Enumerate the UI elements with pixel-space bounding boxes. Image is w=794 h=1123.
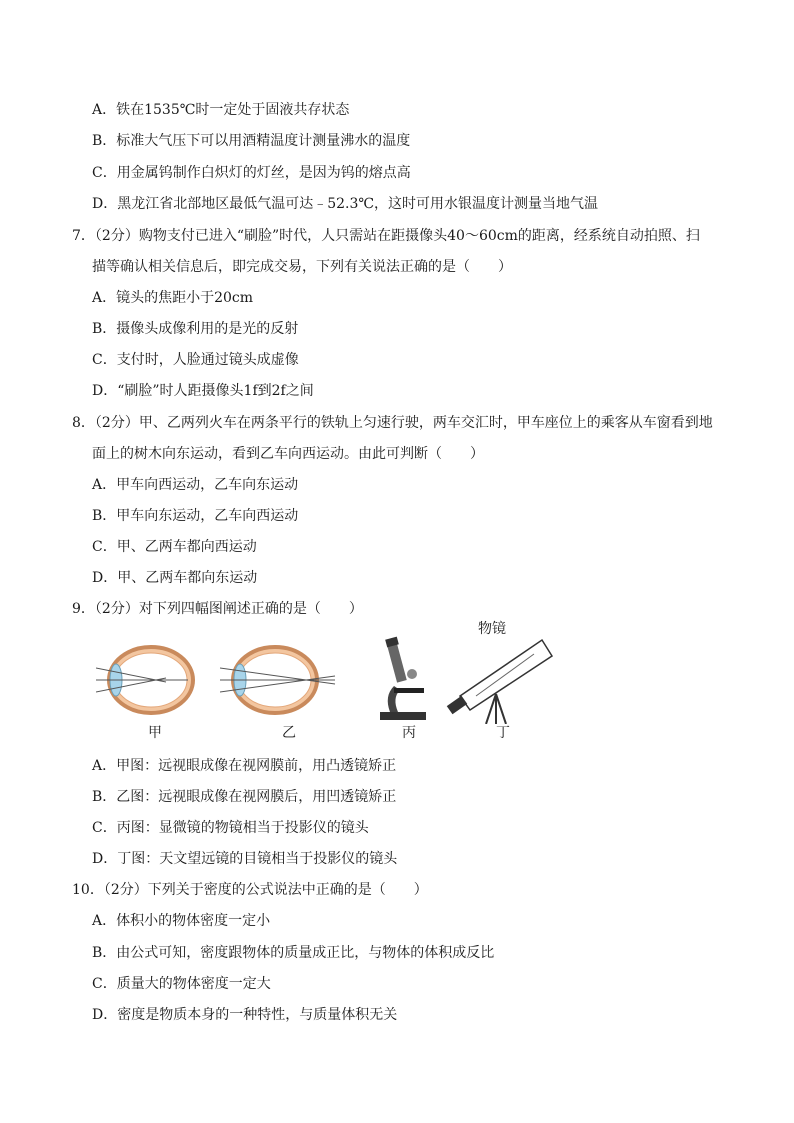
q6-option-d: D．黑龙江省北部地区最低气温可达﹣52.3℃，这时可用水银温度计测量当地气温	[92, 196, 599, 212]
q8-stem-line2: 面上的树木向东运动，看到乙车向西运动。由此可判断（ ）	[92, 446, 484, 462]
q6-option-b: B．标准大气压下可以用酒精温度计测量沸水的温度	[92, 133, 411, 149]
q10-stem: 10．（2分）下列关于密度的公式说法中正确的是（ ）	[72, 882, 428, 898]
objective-lens-caption: 物镜	[478, 621, 506, 637]
figure-label-jia: 甲	[148, 725, 162, 741]
figure-label-yi: 乙	[282, 725, 296, 741]
q7-stem-line1: 7．（2分）购物支付已进入“刷脸”时代，人只需站在距摄像头40～60cm的距离，经系统自动拍照、扫	[72, 228, 700, 244]
q6-option-a: A．铁在1535℃时一定处于固液共存状态	[92, 102, 350, 118]
q10-option-b: B．由公式可知，密度跟物体的质量成正比，与物体的体积成反比	[92, 945, 495, 961]
q9-option-a: A．甲图：远视眼成像在视网膜前，用凸透镜矫正	[92, 758, 397, 774]
q9-option-d: D．丁图：天文望远镜的目镜相当于投影仪的镜头	[92, 851, 398, 867]
q10-option-a: A．体积小的物体密度一定小	[92, 913, 271, 929]
q7-option-b: B．摄像头成像利用的是光的反射	[92, 321, 299, 337]
q8-stem-line1: 8．（2分）甲、乙两列火车在两条平行的铁轨上匀速行驶，两车交汇时，甲车座位上的乘客从车窗看到地	[72, 415, 713, 431]
telescope-icon	[446, 628, 562, 724]
q7-stem-line2: 描等确认相关信息后，即完成交易，下列有关说法正确的是（ ）	[92, 259, 512, 275]
q9-option-b: B．乙图：远视眼成像在视网膜后，用凹透镜矫正	[92, 789, 397, 805]
q6-option-c: C．用金属钨制作白炽灯的灯丝，是因为钨的熔点高	[92, 165, 411, 181]
q9-figure	[96, 621, 566, 742]
q8-option-c: C．甲、乙两车都向西运动	[92, 539, 257, 555]
figure-label-bing: 丙	[402, 725, 416, 741]
q7-option-a: A．镜头的焦距小于20cm	[92, 290, 254, 306]
microscope-icon	[376, 636, 436, 722]
eye-diagram-jia	[96, 640, 196, 724]
q10-option-c: C．质量大的物体密度一定大	[92, 976, 271, 992]
q7-option-d: D．“刷脸”时人距摄像头1f到2f之间	[92, 383, 314, 399]
q9-stem: 9．（2分）对下列四幅图阐述正确的是（ ）	[72, 601, 363, 617]
q8-option-a: A．甲车向西运动，乙车向东运动	[92, 477, 299, 493]
q9-option-c: C．丙图：显微镜的物镜相当于投影仪的镜头	[92, 820, 369, 836]
q8-option-d: D．甲、乙两车都向东运动	[92, 570, 258, 586]
figure-label-ding: 丁	[496, 725, 510, 741]
q10-option-d: D．密度是物质本身的一种特性，与质量体积无关	[92, 1007, 398, 1023]
q7-option-c: C．支付时，人脸通过镜头成虚像	[92, 352, 299, 368]
eye-diagram-yi	[220, 640, 350, 724]
q8-option-b: B．甲车向东运动，乙车向西运动	[92, 508, 299, 524]
